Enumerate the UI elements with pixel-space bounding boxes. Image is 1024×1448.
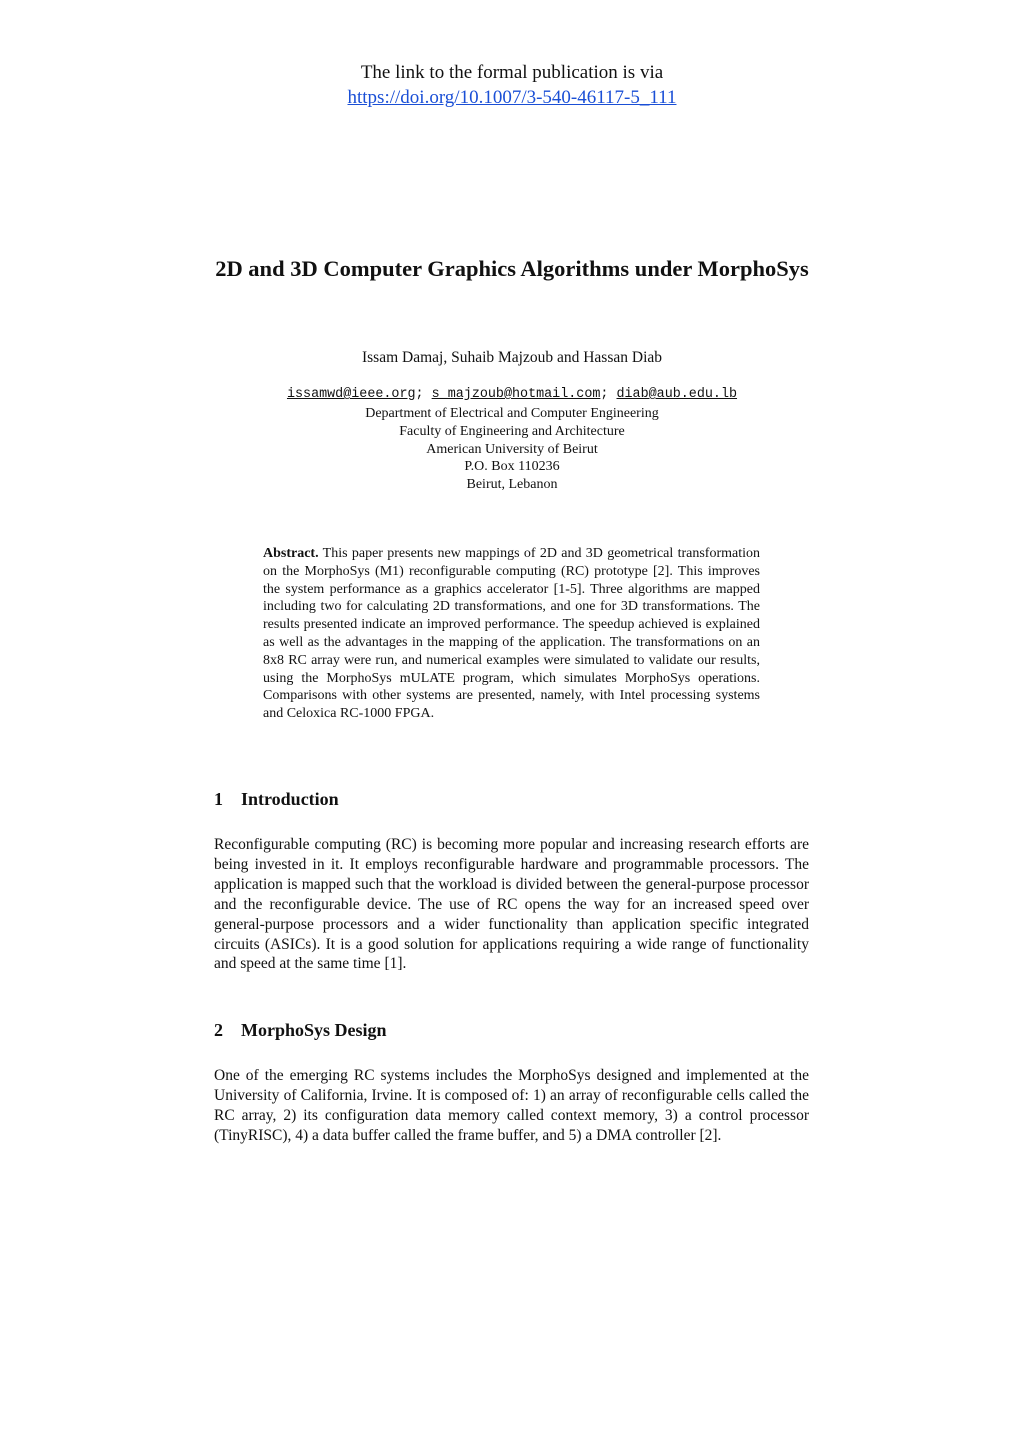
abstract-label: Abstract. bbox=[263, 546, 319, 561]
section-number: 2 bbox=[214, 1020, 223, 1040]
doi-link[interactable]: https://doi.org/10.1007/3-540-46117-5_111 bbox=[347, 87, 677, 108]
section-heading-introduction bbox=[214, 788, 339, 810]
affiliation-block bbox=[0, 405, 1024, 494]
email-link-diab[interactable]: diab@aub.edu.lb bbox=[616, 387, 738, 402]
affiliation-department: Department of Electrical and Computer Engineering bbox=[365, 406, 659, 421]
email-separator: ; bbox=[415, 387, 424, 402]
affiliation-university: American University of Beirut bbox=[426, 441, 598, 457]
paper-title: 2D and 3D Computer Graphics Algorithms under MorphoSys bbox=[215, 256, 809, 281]
email-link-majzoub[interactable]: s_majzoub@hotmail.com bbox=[431, 387, 601, 402]
email-list bbox=[0, 386, 1024, 404]
email-separator: ; bbox=[600, 387, 609, 402]
publication-notice-text: The link to the formal publication is via bbox=[360, 62, 664, 83]
section-heading-morphosys-design bbox=[214, 1019, 387, 1041]
introduction-paragraph: Reconfigurable computing (RC) is becoming more popular and increasing research efforts are being invested in it. It employs reconfigurable hardware and programmable processors. The application is mapped such that the workload is divided between the general-purpose processor and the reconfigurable device. The use of RC opens the way for an increased speed over general-purpose processors and a wider functionality than application specific integrated circuits (ASICs). It is a good solution for applications requiring a wide range of functionality and speed at the same time [1]. bbox=[214, 836, 809, 973]
affiliation-faculty: Faculty of Engineering and Architecture bbox=[399, 423, 625, 439]
section-title: MorphoSys Design bbox=[241, 1020, 387, 1040]
affiliation-po-box: P.O. Box 110236 bbox=[464, 459, 560, 475]
section-title: Introduction bbox=[241, 789, 339, 809]
abstract bbox=[263, 545, 760, 723]
author-list: Issam Damaj, Suhaib Majzoub and Hassan Diab bbox=[361, 349, 663, 366]
morphosys-design-paragraph: One of the emerging RC systems includes the MorphoSys designed and implemented at the University of California, Irvine. It is composed of: 1) an array of reconfigurable cells called the RC array, 2) its configuration data memory called context memory, 3) a control processor (TinyRISC), 4) a data buffer called the frame buffer, and 5) a DMA controller [2]. bbox=[214, 1067, 809, 1144]
section-number: 1 bbox=[214, 789, 223, 809]
publication-notice bbox=[0, 60, 1024, 110]
affiliation-city: Beirut, Lebanon bbox=[466, 477, 558, 493]
email-link-damaj[interactable]: issamwd@ieee.org bbox=[286, 387, 416, 402]
abstract-text: This paper presents new mappings of 2D and 3D geometrical transformation on the MorphoSys (M1) reconfigurable computing (RC) prototype [2]. This improves the system performance as a graphics accelerator [1-5]. Three algorithms are mapped including two for calculating 2D transformations, and one for 3D transformations. The results presented indicate an improved performance. The speedup achieved is explained as well as the advantages in the mapping of the application. The transformations on an 8x8 RC array were run, and numerical examples were simulated to validate our results, using the MorphoSys mULATE program, which simulates MorphoSys operations. Comparisons with other systems are presented, namely, with Intel processing systems and Celoxica RC-1000 FPGA. bbox=[263, 546, 760, 722]
